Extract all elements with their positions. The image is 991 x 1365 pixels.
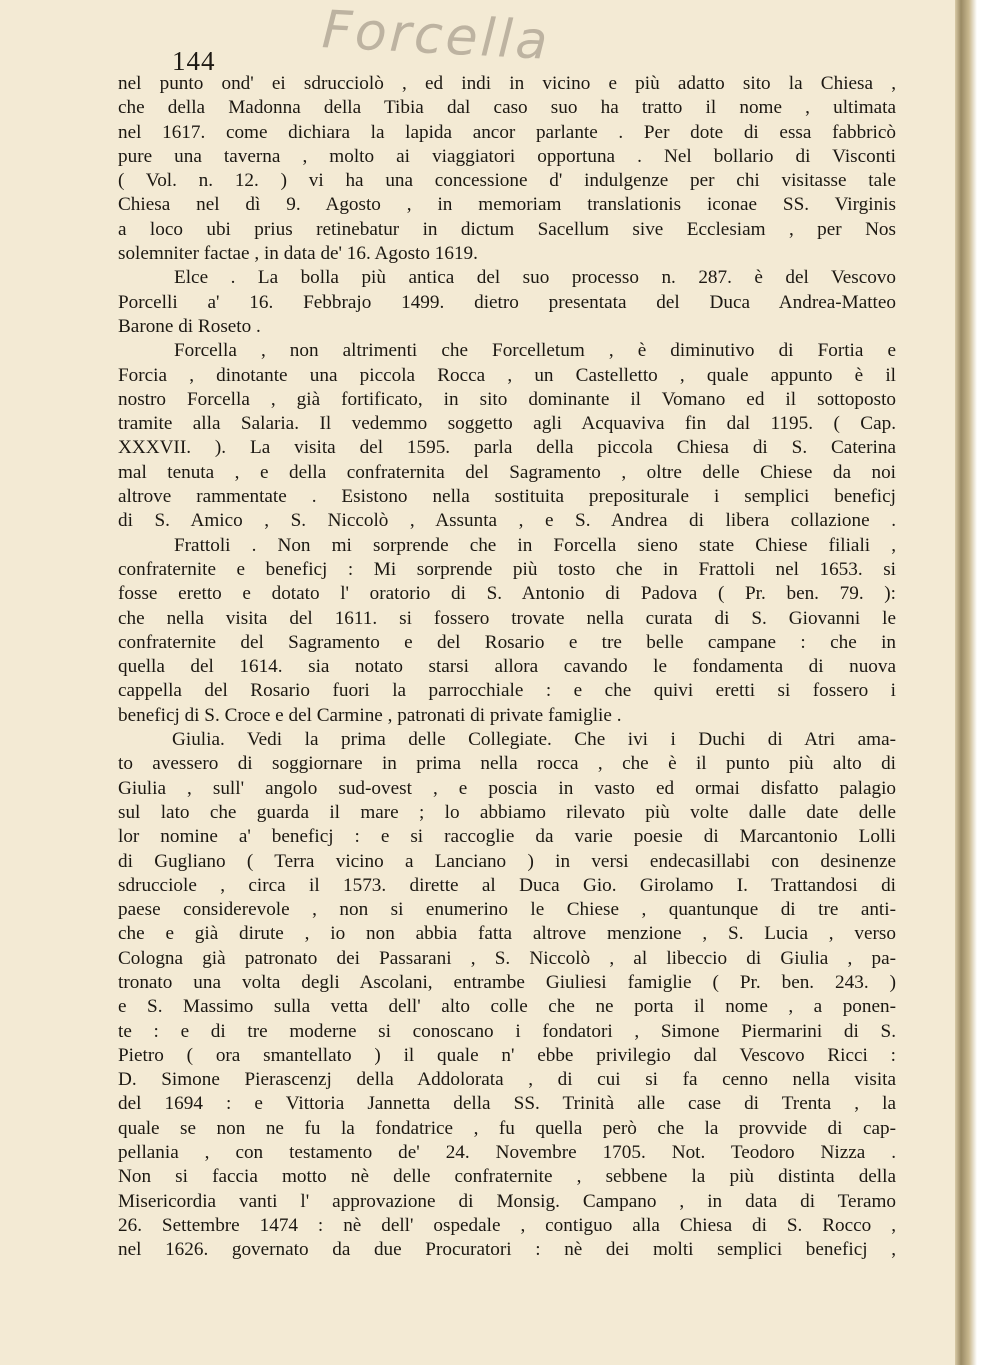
text-line: nel punto ond' ei sdrucciolò , ed indi in vicino e più adatto sito la Chiesa , xyxy=(118,73,896,94)
text-line: Barone di Roseto . xyxy=(118,315,261,337)
text-line: Forcella , non altrimenti che Forcelletum , è diminutivo di Fortia e xyxy=(174,340,896,362)
text-line: Chiesa nel dì 9. Agosto , in memoriam translationis iconae SS. Virginis xyxy=(118,194,896,216)
text-line: confraternite e beneficj : Mi sorprende più tosto che in Frattoli nel 1653. si xyxy=(118,558,896,580)
text-line: 26. Settembre 1474 : nè dell' ospedale , contiguo alla Chiesa di S. Rocco , xyxy=(118,1214,896,1236)
text-line: quale se non ne fu la fondatrice , fu quella però che la provvide di cap- xyxy=(118,1117,896,1139)
text-line: paese considerevole , non si enumerino le Chiese , quantunque di tre anti- xyxy=(118,899,896,921)
text-line: D. Simone Pierascenzj della Addolorata , di cui si fa cenno nella visita xyxy=(118,1069,896,1091)
text-line: che nella visita del 1611. si fossero trovate nella curata di S. Giovanni le xyxy=(118,607,896,629)
text-line: di Gugliano ( Terra vicino a Lanciano ) in versi endecasillabi con desinenze xyxy=(118,850,896,872)
text-line: Cologna già patronato dei Passarani , S. Niccolò , al libeccio di Giulia , pa- xyxy=(118,947,896,969)
text-line: nel 1626. governato da due Procuratori : nè dei molti semplici beneficj , xyxy=(118,1239,896,1261)
text-line: Non si faccia motto nè delle confraternite , sebbene la più distinta della xyxy=(118,1166,896,1188)
text-line: Pietro ( ora smantellato ) il quale n' ebbe privilegio dal Vescovo Ricci : xyxy=(118,1044,896,1066)
text-line: confraternite del Sagramento e del Rosario e tre belle campane : che in xyxy=(118,631,896,653)
text-line: tronato una volta degli Ascolani, entrambe Giuliesi famiglie ( Pr. ben. 243. ) xyxy=(118,971,896,993)
text-line: di S. Amico , S. Niccolò , Assunta , e S. Andrea di libera collazione . xyxy=(118,510,896,532)
text-line: mal tenuta , e della confraternita del Sagramento , oltre delle Chiese da noi xyxy=(118,461,896,483)
text-line: Elce . La bolla più antica del suo processo n. 287. è del Vescovo xyxy=(174,267,896,289)
text-line: te : e di tre moderne si conoscano i fondatori , Simone Piermarini di S. xyxy=(118,1020,896,1042)
text-line: XXXVII. ). La visita del 1595. parla della piccola Chiesa di S. Caterina xyxy=(118,437,896,459)
text-line: che della Madonna della Tibia dal caso suo ha tratto il nome , ultimata xyxy=(118,97,896,119)
book-spine-edge xyxy=(955,0,991,1365)
text-line: quella del 1614. sia notato starsi allora cavando le fondamenta di nuova xyxy=(118,656,896,678)
text-line: ( Vol. n. 12. ) vi ha una concessione d' indulgenze per chi visitasse tale xyxy=(118,170,896,192)
text-line: e S. Massimo sulla vetta dell' alto colle che ne porta il nome , a ponen- xyxy=(118,996,896,1018)
text-line: to avessero di soggiornare in prima nella rocca , che è il punto più alto di xyxy=(118,753,896,775)
text-line: Forcia , dinotante una piccola Rocca , un Castelletto , quale appunto è il xyxy=(118,364,896,386)
text-line: cappella del Rosario fuori la parrocchiale : e che quivi eretti si fossero i xyxy=(118,680,896,702)
text-line: Frattoli . Non mi sorprende che in Forcella sieno state Chiese filiali , xyxy=(174,534,896,556)
text-line: pellania , con testamento de' 24. Novembre 1705. Not. Teodoro Nizza . xyxy=(118,1142,896,1164)
text-line: che e già dirute , io non abbia fatta altrove menzione , S. Lucia , verso xyxy=(118,923,896,945)
text-line: lor nomine a' beneficj : e si raccoglie da varie poesie di Marcantonio Lolli xyxy=(118,826,896,848)
text-line: nel 1617. come dichiara la lapida ancor parlante . Per dote di essa fabbricò xyxy=(118,121,896,143)
page-number: 144 xyxy=(172,46,216,76)
text-line: solemniter factae , in data de' 16. Agosto 1619. xyxy=(118,243,478,265)
text-line: pure una taverna , molto ai viaggiatori opportuna . Nel bollario di Visconti xyxy=(118,145,896,167)
text-line: Giulia , sull' angolo sud-ovest , e poscia in vasto ed ormai disfatto palagio xyxy=(118,777,896,799)
text-line: fosse eretto e dotato l' oratorio di S. Antonio di Padova ( Pr. ben. 79. ): xyxy=(118,583,896,605)
text-line: a loco ubi prius retinebatur in dictum Sacellum sive Ecclesiam , per Nos xyxy=(118,218,896,240)
text-body xyxy=(118,72,896,1263)
text-line: beneficj di S. Croce e del Carmine , patronati di private famiglie . xyxy=(118,704,622,726)
text-line: del 1694 : e Vittoria Jannetta della SS. Trinità alle case di Trenta , la xyxy=(118,1093,896,1115)
text-line: altrove rammentate . Esistono nella sostituita prepositurale i semplici beneficj xyxy=(118,486,896,508)
pencil-annotation: Forcella xyxy=(320,0,552,72)
text-line: sul lato che guarda il mare ; lo abbiamo rilevato più volte dalle date delle xyxy=(118,801,896,823)
text-line: Giulia. Vedi la prima delle Collegiate. Che ivi i Duchi di Atri ama- xyxy=(172,729,896,751)
text-line: tramite alla Salaria. Il vedemmo soggetto agli Acquaviva fin dal 1195. ( Cap. xyxy=(118,413,896,435)
text-line: nostro Forcella , già fortificato, in sito dominante il Vomano ed il sottoposto xyxy=(118,388,896,410)
text-line: sdrucciole , circa il 1573. dirette al Duca Gio. Girolamo I. Trattandosi di xyxy=(118,874,896,896)
text-line: Misericordia vanti l' approvazione di Monsig. Campano , in data di Teramo xyxy=(118,1190,896,1212)
text-line: Porcelli a' 16. Febbrajo 1499. dietro presentata del Duca Andrea-Matteo xyxy=(118,291,896,313)
